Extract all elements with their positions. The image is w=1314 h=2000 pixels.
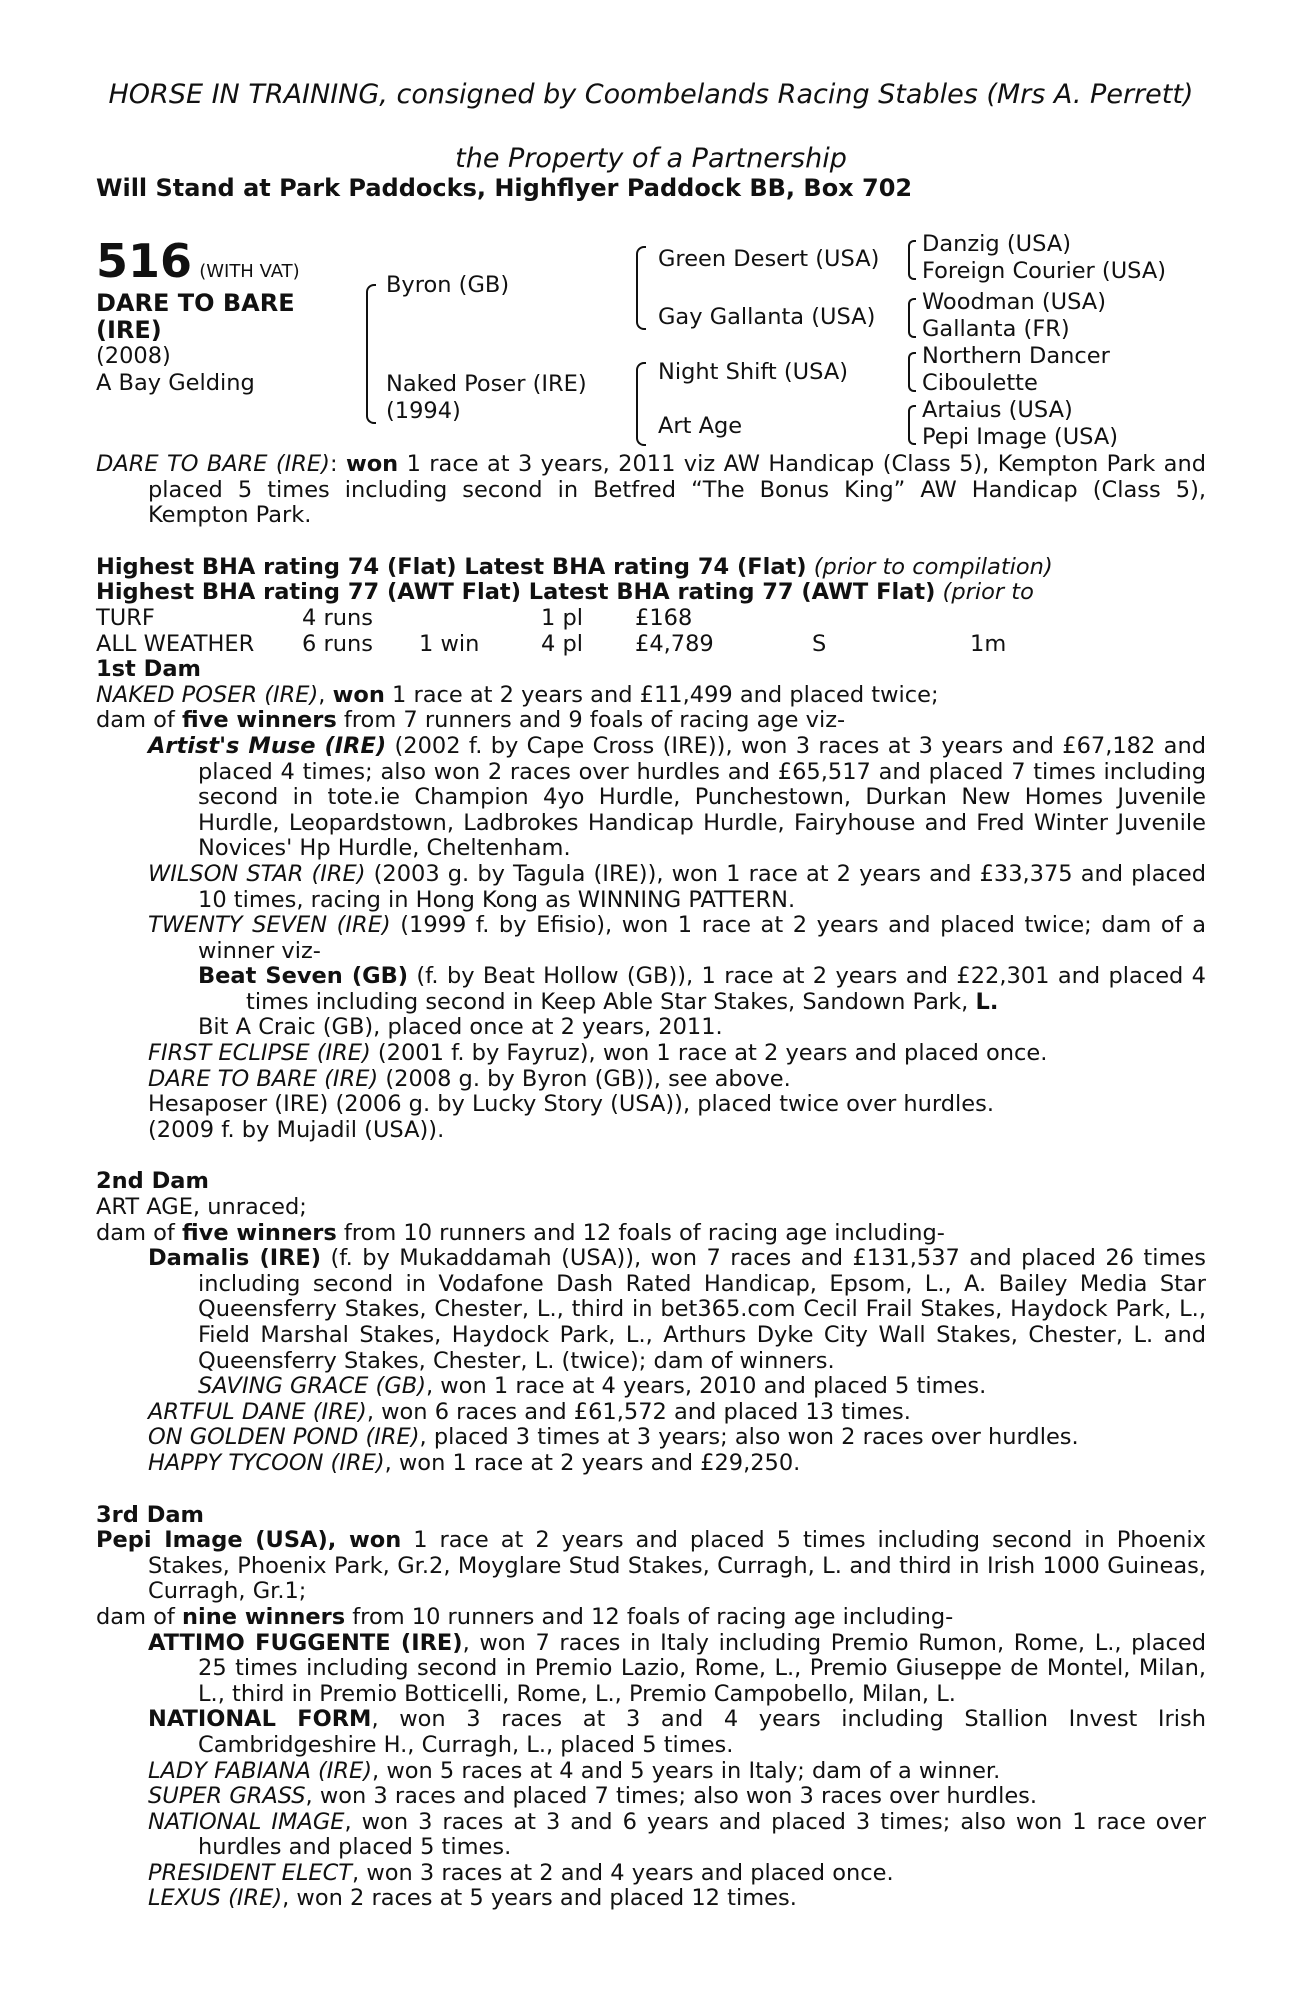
- produce-entry: TWENTY SEVEN (IRE) (1999 f. by Efisio), won 1 race at 2 years and placed twice; dam of a winner viz-: [148, 912, 1206, 964]
- third-dam-record: Pepi Image (USA), won 1 race at 2 years and placed 5 times including second in Phoenix Stakes, Phoenix Park, Gr.2, Moyglare Stud Stakes, Curragh, L. and third in Irish 1000 Guineas, Curragh, Gr.1;: [96, 1527, 1206, 1605]
- produce-entry: Beat Seven (GB) (f. by Beat Hollow (GB)), 1 race at 2 years and £22,301 and placed 4 times including second in Keep Able Star Stakes, Sandown Park, L.: [198, 963, 1206, 1015]
- second-dam-produce-summary: dam of five winners from 10 runners and 12 foals of racing age including-: [96, 1219, 945, 1246]
- lot-number: 516: [96, 234, 193, 288]
- produce-entry: ON GOLDEN POND (IRE), placed 3 times at 3 years; also won 2 races over hurdles.: [148, 1424, 1079, 1451]
- produce-entry: Hesaposer (IRE) (2006 g. by Lucky Story (USA)), placed twice over hurdles.: [148, 1091, 995, 1118]
- brace-g3: [908, 352, 916, 392]
- consignor-line: HORSE IN TRAINING, consigned by Coombelands Racing Stables (Mrs A. Perrett): [108, 79, 1194, 110]
- sire-dam-brace: [366, 284, 376, 424]
- horse-suffix: (IRE): [96, 316, 162, 344]
- first-dam-record: NAKED POSER (IRE), won 1 race at 2 years and £11,499 and placed twice;: [96, 681, 939, 708]
- pedigree-sdd: Gallanta (FR): [922, 316, 1070, 342]
- produce-entry: WILSON STAR (IRE) (2003 g. by Tagula (IRE)), won 1 race at 2 years and £33,375 and placed 10 times, racing in Hong Kong as WINNING PATTERN.: [148, 860, 1206, 913]
- pedigree-dam: Naked Poser (IRE): [386, 371, 587, 397]
- third-dam-heading: 3rd Dam: [96, 1501, 204, 1528]
- aw-stats-row: ALL WEATHER 6 runs 1 win 4 pl £4,789 S 1m: [96, 630, 1007, 657]
- pedigree-ss: Green Desert (USA): [658, 246, 880, 272]
- dam-line-brace: [636, 362, 646, 446]
- produce-entry: Damalis (IRE) (f. by Mukaddamah (USA)), won 7 races and £131,537 and placed 26 times including second in Vodafone Dash Rated Handicap, Epsom, L., A. Bailey Media Star Queensferry Stakes, Chester, L., third in bet365.com Cecil Frail Stakes, Haydock Park, L., Field Marshal Stakes, Haydock Park, L., Arthurs Dyke City Wall Stakes, Chester, L. and Queensferry Stakes, Chester, L. (twice); dam of winners.: [148, 1245, 1206, 1374]
- third-dam-produce-summary: dam of nine winners from 10 runners and 12 foals of racing age including-: [96, 1603, 954, 1630]
- produce-entry: NATIONAL FORM, won 3 races at 3 and 4 years including Stallion Invest Irish Cambridgeshire H., Curragh, L., placed 5 times.: [148, 1706, 1206, 1758]
- brace-g2: [908, 298, 916, 338]
- pedigree-dam-year: (1994): [386, 398, 461, 424]
- brace-g4: [908, 405, 916, 445]
- produce-entry: DARE TO BARE (IRE) (2008 g. by Byron (GB)), see above.: [148, 1065, 791, 1092]
- produce-entry: LEXUS (IRE), won 2 races at 5 years and placed 12 times.: [148, 1885, 797, 1912]
- produce-entry: FIRST ECLIPSE (IRE) (2001 f. by Fayruz), won 1 race at 2 years and placed once.: [148, 1040, 1048, 1067]
- property-line: the Property of a Partnership: [455, 143, 847, 174]
- vat-note: (WITH VAT): [199, 261, 300, 282]
- pedigree-sd: Gay Gallanta (USA): [658, 304, 876, 330]
- pedigree-dsd: Ciboulette: [922, 370, 1038, 396]
- second-dam-record: ART AGE, unraced;: [96, 1194, 307, 1221]
- pedigree-ddd: Pepi Image (USA): [922, 424, 1119, 450]
- pedigree-sire: Byron (GB): [386, 272, 510, 298]
- produce-entry: NATIONAL IMAGE, won 3 races at 3 and 6 years and placed 3 times; also won 1 race over hurdles and placed 5 times.: [148, 1808, 1206, 1861]
- pedigree-dss: Northern Dancer: [922, 343, 1110, 369]
- rating-line-1: Highest BHA rating 74 (Flat) Latest BHA rating 74 (Flat) (prior to compilation): [96, 553, 1053, 580]
- first-dam-produce-summary: dam of five winners from 7 runners and 9 foals of racing age viz-: [96, 707, 846, 734]
- produce-entry: Bit A Craic (GB), placed once at 2 years, 2011.: [198, 1014, 723, 1041]
- produce-entry: SUPER GRASS, won 3 races and placed 7 times; also won 3 races over hurdles.: [148, 1783, 1038, 1810]
- pedigree-sss: Danzig (USA): [922, 231, 1071, 257]
- pedigree-dd: Art Age: [658, 413, 743, 439]
- brace-g1: [908, 240, 916, 280]
- produce-entry: ARTFUL DANE (IRE), won 6 races and £61,572 and placed 13 times.: [148, 1398, 911, 1425]
- pedigree-sds: Woodman (USA): [922, 289, 1106, 315]
- produce-entry: PRESIDENT ELECT, won 3 races at 2 and 4 years and placed once.: [148, 1859, 894, 1886]
- produce-entry: ATTIMO FUGGENTE (IRE), won 7 races in Italy including Premio Rumon, Rome, L., placed 25 times including second in Premio Lazio, Rome, L., Premio Giuseppe de Montel, Milan, L., third in Premio Botticelli, Rome, L., Premio Campobello, Milan, L.: [148, 1629, 1207, 1707]
- pedigree-ds: Night Shift (USA): [658, 359, 849, 385]
- horse-name: DARE TO BARE: [96, 289, 295, 317]
- pedigree-dds: Artaius (USA): [922, 397, 1073, 423]
- stand-line: Will Stand at Park Paddocks, Highflyer Paddock BB, Box 702: [96, 174, 913, 202]
- lot-number-block: [96, 236, 300, 286]
- first-dam-heading: 1st Dam: [96, 656, 201, 683]
- turf-stats-row: TURF 4 runs 1 pl £168: [96, 604, 693, 631]
- pedigree-ssd: Foreign Courier (USA): [922, 258, 1167, 284]
- produce-entry: HAPPY TYCOON (IRE), won 1 race at 2 years and £29,250.: [148, 1449, 801, 1476]
- produce-entry: LADY FABIANA (IRE), won 5 races at 4 and 5 years in Italy; dam of a winner.: [148, 1757, 1001, 1784]
- sire-line-brace: [636, 246, 646, 330]
- catalogue-body: [96, 452, 1206, 1912]
- race-record-summary: DARE TO BARE (IRE): won 1 race at 3 years, 2011 viz AW Handicap (Class 5), Kempton Park and placed 5 times including second in Betfred “The Bonus King” AW Handicap (Class 5), Kempton Park.: [96, 451, 1206, 529]
- horse-description: A Bay Gelding: [96, 370, 255, 396]
- foaling-year: (2008): [96, 343, 171, 369]
- produce-entry: SAVING GRACE (GB), won 1 race at 4 years, 2010 and placed 5 times.: [198, 1373, 987, 1400]
- rating-line-2: Highest BHA rating 77 (AWT Flat) Latest BHA rating 77 (AWT Flat) (prior to: [96, 579, 1034, 606]
- second-dam-heading: 2nd Dam: [96, 1168, 209, 1195]
- produce-entry: Artist's Muse (IRE) (2002 f. by Cape Cross (IRE)), won 3 races at 3 years and £67,182 and placed 4 times; also won 2 races over hurdles and £65,517 and placed 7 times including second in tote.ie Champion 4yo Hurdle, Punchestown, Durkan New Homes Juvenile Hurdle, Leopardstown, Ladbrokes Handicap Hurdle, Fairyhouse and Fred Winter Juvenile Novices' Hp Hurdle, Cheltenham.: [148, 732, 1206, 862]
- produce-entry: (2009 f. by Mujadil (USA)).: [148, 1116, 445, 1143]
